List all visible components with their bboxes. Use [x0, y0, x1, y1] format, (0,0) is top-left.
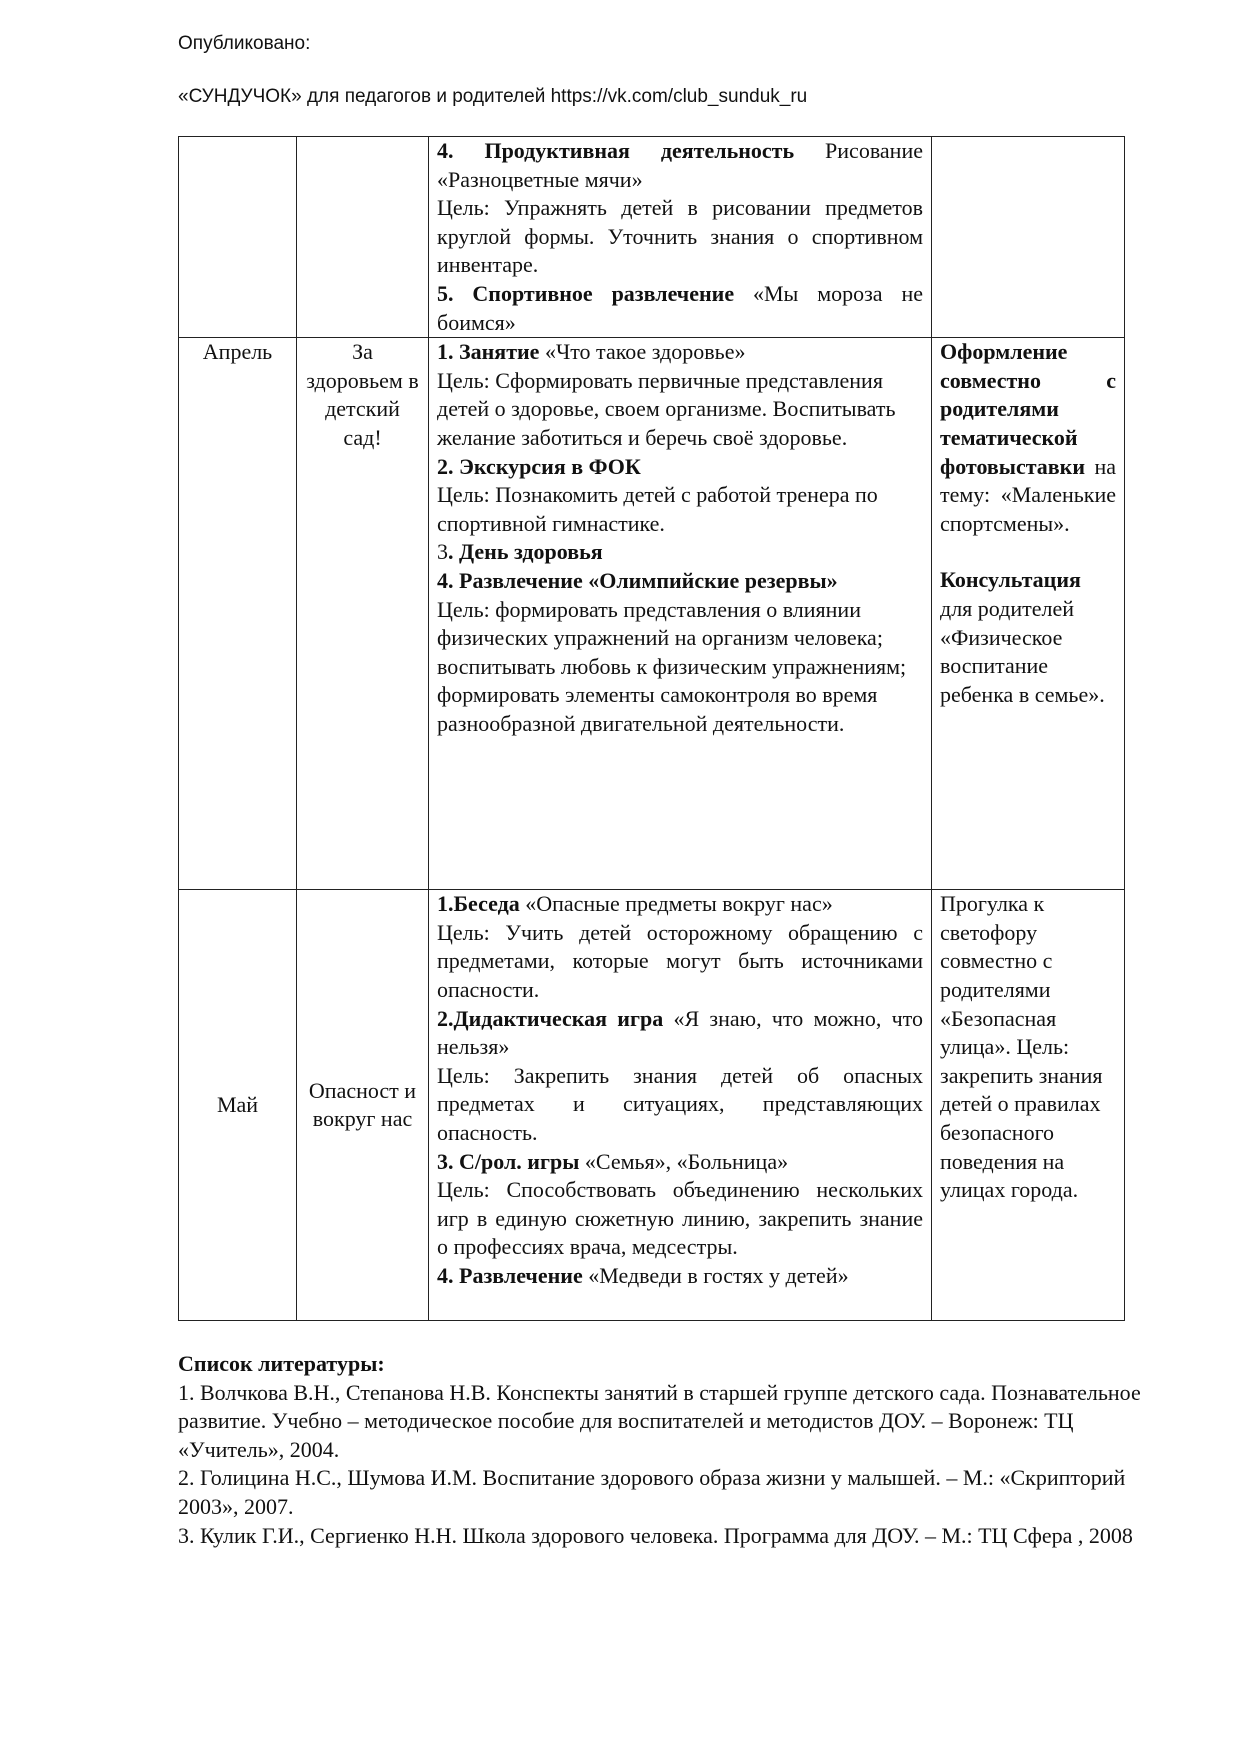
activity-line: 5. Спортивное развлечение «Мы мороза не боимся»: [437, 280, 923, 335]
month-cell: Май: [179, 890, 297, 1321]
activity-line: 1. Занятие «Что такое здоровье»: [437, 339, 746, 365]
activity-line: 3. С/рол. игры «Семья», «Больница»: [437, 1148, 789, 1174]
month-cell: Апрель: [179, 338, 297, 890]
activity-line: 1.Беседа «Опасные предметы вокруг нас»: [437, 891, 833, 917]
activity-line: 2. Экскурсия в ФОК: [437, 453, 641, 479]
month-cell: [179, 137, 297, 338]
literature-section: [178, 1350, 1148, 1550]
table-row: [179, 890, 1125, 1321]
parents-cell: Прогулка к светофору совместно с родителями «Безопасная улица». Цель: закрепить знания детей о правилах безопасного поведения на улицах города.: [932, 890, 1125, 1321]
activities-cell: [429, 137, 932, 338]
topic-cell: [297, 137, 429, 338]
published-label: Опубликовано:: [178, 33, 311, 54]
activity-line: 2.Дидактическая игра «Я знаю, что можно, что нельзя»: [437, 1005, 923, 1060]
activities-cell: [429, 338, 932, 890]
literature-item: 3. Кулик Г.И., Сергиенко Н.Н. Школа здорового человека. Программа для ДОУ. – М.: ТЦ Сфера , 2008: [178, 1522, 1133, 1548]
parents-cell: [932, 338, 1125, 890]
literature-item: 2. Голицина Н.С., Шумова И.М. Воспитание здорового образа жизни у малышей. – М.: «Скрипторий 2003», 2007.: [178, 1465, 1126, 1519]
parents-item: Оформление совместно с родителями тематической фотовыставки на тему: «Маленькие спортсмены».: [940, 339, 1116, 536]
activity-goal: Цель: Упражнять детей в рисовании предметов круглой формы. Уточнить знания о спортивном инвентаре.: [437, 195, 923, 278]
activity-line: 4. Развлечение «Медведи в гостях у детей»: [437, 1262, 849, 1288]
activity-line: 4. Продуктивная деятельность Рисование «Разноцветные мячи»: [437, 138, 923, 192]
topic-cell: За здоровьем в детский сад!: [297, 338, 429, 890]
parents-item: Консультация для родителей «Физическое воспитание ребенка в семье».: [940, 567, 1105, 707]
literature-item: 1. Волчкова В.Н., Степанова Н.В. Конспекты занятий в старшей группе детского сада. Познавательное развитие. Учебно – методическое пособие для воспитателей и методистов ДОУ. – Воронеж: ТЦ «Учитель», 2004.: [178, 1379, 1141, 1462]
activity-goal: Цель: Сформировать первичные представления детей о здоровье, своем организме. Воспитывать желание заботиться и беречь своё здоровье.: [437, 367, 896, 450]
activity-plan-table: [178, 136, 1125, 1321]
activity-goal: Цель: формировать представления о влиянии физических упражнений на организм человека; воспитывать любовь к физическим упражнениям; формировать элементы самоконтроля во время разнообразной двигательной деятельности.: [437, 596, 907, 736]
activity-goal: Цель: Учить детей осторожному обращению с предметами, которые могут быть источниками опасности.: [437, 919, 923, 1002]
activities-cell: [429, 890, 932, 1321]
activity-line: 4. Развлечение «Олимпийские резервы»: [437, 567, 838, 593]
activity-goal: Цель: Закрепить знания детей об опасных предметах и ситуациях, представляющих опасность.: [437, 1062, 923, 1145]
table-row: [179, 338, 1125, 890]
activity-line: 3. День здоровья: [437, 539, 603, 565]
table-row: [179, 137, 1125, 338]
activity-goal: Цель: Способствовать объединению нескольких игр в единую сюжетную линию, закрепить знание о профессиях врача, медсестры.: [437, 1177, 923, 1260]
source-line: «СУНДУЧОК» для педагогов и родителей https://vk.com/club_sunduk_ru: [178, 86, 808, 107]
topic-cell: Опасност и вокруг нас: [297, 890, 429, 1321]
parents-cell: [932, 137, 1125, 338]
literature-title: Список литературы:: [178, 1351, 385, 1376]
activity-goal: Цель: Познакомить детей с работой тренера по спортивной гимнастике.: [437, 482, 878, 536]
